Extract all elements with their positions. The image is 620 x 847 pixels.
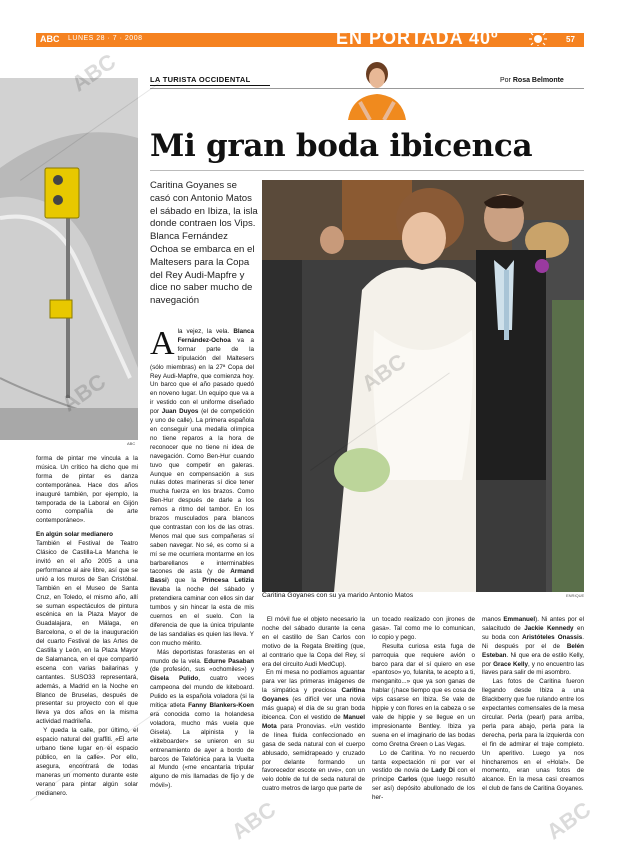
header-bar [36,33,584,47]
article-column-5 [482,616,584,844]
drop-cap: A [150,325,175,362]
subheading: En algún solar medianero [36,531,113,539]
author-name: Rosa Belmonte [512,77,564,84]
paragraph: en su boda con [482,624,585,641]
section-suffix: 40º [469,28,499,48]
paragraph: Más deportistas forasteras en el mundo de la vela. [150,648,254,665]
paragraph: un tocado realizado con jirones de gasa». Tal como me lo comunican, lo copio y pego. [372,616,475,641]
paragraph: manos [482,616,501,623]
byline-prefix: Por [500,77,511,84]
name: Carlos [397,776,418,784]
name: Armand Bassi [150,568,254,585]
author-portrait [338,58,416,120]
section-title [336,28,499,49]
watermark: ABC [66,48,121,97]
watermark: ABC [541,796,596,845]
paragraph: va a formar parte de la tripulación del Maltesers (sólo miembras) en la 27ª Copa del Rey Audi-Mapfre, que comienza hoy. Un barco que el año pasado quedó en noveno lugar. Un equipo que va a ir vestido con el uniforme diseñado por [150,336,254,416]
paragraph: forma de pintar me vincula a la música. Un crítico ha dicho que mi forma de pintar es danza contemporánea. Hace dos años inauguré también, por ejemplo, la temporada de la Laboral en Gijón como compañía de arte contemporáneo». [36,455,138,525]
name: Edurne Pasaban [204,657,254,665]
article-column-3 [262,616,365,844]
name: Belén Esteban [482,642,585,659]
paragraph: (que luego resultó ser así) depósito abullonado de los her- [372,776,475,802]
photo-credit: ENRIQUE [566,593,585,598]
paragraph: También el Festival de Teatro Clásico de Castilla-La Mancha le invitó en el año 2005 a una performance al aire libre, así que se unió a los muros de San Cristóbal. También en el Museo de Santa Cruz, en Toledo, el mismo año, allí se suman espectáculos de pintura escénica en la Plaza Mayor de Guadalajara, en Málaga, en Barcelona, o el de la inauguración del cuarto Festival de las Artes de Castilla y León, en la Plaza Mayor de Salamanca, en el que compartió escena con varias bailarinas y cantantes. SUSO33 representará, además, a Madrid en la Noche en Blanco de Bruselas, después de presentar su proyecto con el que lleva ya dos años en la misma actividad madrileña. [36,540,138,726]
name: Caritina Goyanes [262,687,365,704]
paragraph: para Pronovias. «Un vestido de línea fluida confeccionado en gasa de seda natural con el cuerpo ablusado, semidrapeado y cruzado por delante formando un favorecedor escote en uve», con un velo doble de tul de seda natural de cuatro metros de largo que parte de [262,722,365,793]
name: Lady Di [431,767,455,775]
rubric: LA TURISTA OCCIDENTAL [150,75,270,86]
paragraph: . Ni después por el de [482,633,585,650]
paragraph: (el de competición y uno de calle). La primera española en conseguir una medalla olímpica no tiene reparos a la hora de reconocer que no tiene ni idea de navegación. Como Ben-Hur cuando tuvo que competir en galeras. Aunque en compensación a sus nulas dotes marineras sí dice tener mucha fuerza en los brazos. Como Ben-Hur después de darle a los remos a ritmo del tambor. En los brazos musculados para blancos que contrastan con los de las otras. Menos mal que sus compañeras sí saben navegar. No sé, es como si a mí se me ocurriera montarme en los barbarellanos e interminables tacones de asta (y de [150,408,254,576]
paragraph: con el príncipe [372,767,476,784]
paragraph: El móvil fue el objeto necesario la noche del sábado durante la cena en el castillo de San Carlos con motivo de la Regata Breitling (que, al contrario que la Copa del Rey, sí era del circuito Audi MedCup). [262,616,365,668]
byline [500,77,564,84]
name: Aristóteles Onassis [522,633,583,641]
paragraph: ) que la [166,577,197,585]
paragraph: Y queda la calle, por último, el espacio natural del graffiti. «El arte urbano tiene lugar en el espacio público, en la calle». Por ello, asegura, encontrará de todas maneras un momento durante este verano para pintar algún solar medianero. [36,727,138,797]
paragraph: Lo de Caritina. Yo no recuerdo tanta expectación ni por ver el vestido de novia de [372,749,475,775]
name: Gisela Pulido [150,675,199,683]
paragraph: (es difícil ver una novia más guapa) el día de su gran boda ibicenca. Con el vestido de [262,696,365,721]
name: Blanca Fernández-Ochoa [177,328,254,344]
name: Princesa Letizia [202,577,254,585]
wedding-photo [262,180,584,592]
lead-text: la vejez, la vela. [177,328,230,335]
name: Manuel Mota [262,713,365,730]
brand-logo: ABC [40,34,60,44]
paragraph: Las fotos de Caritina fueron llegando desde Ibiza a una Blackberry que fue rulando entre los expectantes comensales de la mesa circular. Perla (pearl) para arriba, perla para abajo, perla para la derecha, perla para la izquierda con el fin de admirar el traje completo. Un aperitivo. Luego ya nos hincharemos en el «Hola!». De momento, eran unas fotos de alcance. En la mesa casi creamos el club de fans de Caritina Goyanes. [482,678,584,793]
traffic-light-photo [0,78,138,440]
paragraph: Resulta curiosa esta fuga de parroquia que requiere avión o barco para dar el sí quiero en ese «pantoso» yo, fulanita, te acepto a ti, menganito...» que ya son ganas de hablar (¡hace tiempo que es cosa de vips casarse en Ibiza. Se vale de hippie y con flores en la cabeza o se vale de hippie y se llegue en un impresionante Bentley. Ibiza ya suena en el imaginario de las bodas como Gretna Green o Las Vegas. [372,642,475,748]
divider [150,170,584,171]
watermark: ABC [226,796,281,845]
paragraph: , y no encuentro las llaves para salir de mi asombro. [482,660,585,677]
deck: Caritina Goyanes se casó con Antonio Matos el sábado en Ibiza, la isla donde contraen los Vips. Blanca Fernández Ochoa se embarca en el Maltesers para la Copa del Rey Audi-Mapfre y dice no saber mucho de navegación [150,180,258,307]
photo-credit: ABC [127,441,136,446]
paragraph: . Ni que era de estilo Kelly, por [482,651,584,668]
headline: Mi gran boda ibicenca [150,128,533,164]
sun-icon [527,30,549,46]
name: Emmanuel [503,616,536,623]
paragraph: ). Ni antes por el salacitudo de [482,616,584,632]
paragraph: , cuatro veces campeona del mundo de kiteboard. Pulido es la española voladora (si la mítica atleta [150,675,255,710]
name: Jackie Kennedy [524,624,574,632]
issue-date: LUNES 28 · 7 · 2008 [68,35,143,42]
page-number: 57 [566,35,575,44]
paragraph: (de profesión, sus «ochomiles») y [150,666,254,674]
article-column-4 [372,616,475,844]
paragraph: En mi mesa no podíamos aguantar para ver las primeras imágenes de la simpática y preciosa [262,669,366,695]
article-column-1 [36,455,138,843]
name: Grace Kelly [493,660,529,668]
photo-caption: Caritina Goyanes con su ya marido Antonio Matos [262,592,414,599]
section-name: EN PORTADA [336,28,463,48]
paragraph: llevaba la noche del sábado y pretendiera caminar con ellos sin dar tumbos y sin hincar la esta de mis cuernos en el suelo. Con la diferencia de que la única tripulante de las sandalias es quien las lleva. Y con mucho mérito. [150,586,254,647]
paragraph: era conocida como la holandesa voladora, mucho más vuela que Gisela). La alpinista y la «kiteboarder» se unieron en su entrenamiento de ayer a bordo de barcos de Telefónica para la Vuelta al Mundo («me encantaría tripular alguno de mis llamadas de fijo y de móvil»). [150,710,254,790]
name: Juan Duyos [161,408,199,416]
name: Fanny Blankers-Koen [188,702,254,710]
